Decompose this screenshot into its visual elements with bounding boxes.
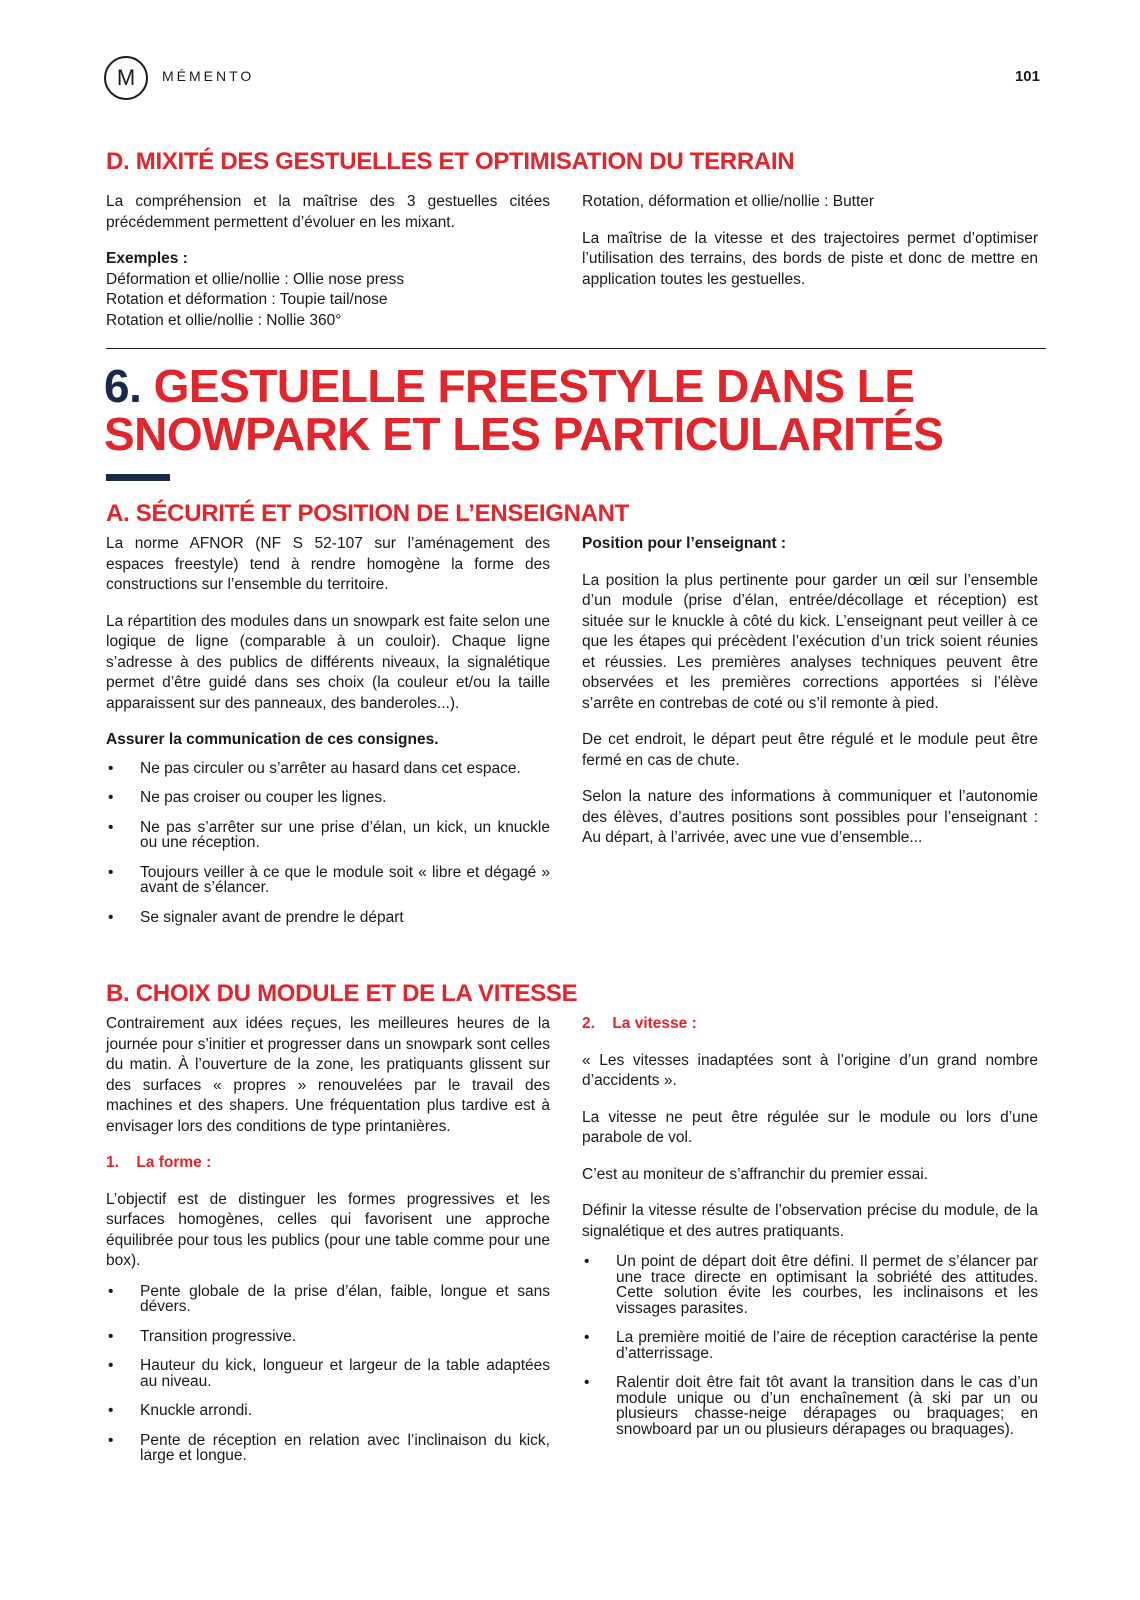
vitesse-list [582, 1254, 1038, 1437]
example-line: Déformation et ollie/nollie : Ollie nose press [106, 270, 405, 288]
regulation-paragraph: La vitesse ne peut être régulée sur le module ou lors d’une parabole de vol. [582, 1108, 1038, 1146]
section-d-intro: La compréhension et la maîtrise des 3 gestuelles citées précédemment permettent d’évoluer en les mixant. [106, 193, 550, 231]
section-d-paragraph: La maîtrise de la vitesse et des trajectoires permet d’optimiser l’utilisation des terrains, des bords de piste et donc de mettre en application toutes les gestuelles. [582, 229, 1038, 288]
list-item: • Ne pas circuler ou s’arrêter au hasard dans cet espace. [106, 761, 550, 777]
list-item: • Knuckle arrondi. [106, 1403, 550, 1419]
heures-paragraph: Contrairement aux idées reçues, les meilleures heures de la journée pour s’initier et progresser dans un snowpark sont celles du matin. À l’ouverture de la zone, les pratiquants glissent sur des surfaces « propres » renouvelées par le travail des machines et des shapers. Une fréquentation plus tardive est à envisager lors des conditions de type printanières. [106, 1015, 550, 1135]
list-item: • Pente de réception en relation avec l’inclinaison du kick, large et longue. [106, 1433, 550, 1464]
section-d-right-column [582, 192, 1038, 306]
example-line: Rotation et ollie/nollie : Nollie 360° [106, 311, 342, 329]
consignes-heading: Assurer la communication de ces consignes. [106, 731, 439, 748]
list-item: • Se signaler avant de prendre le départ [106, 910, 550, 926]
list-item: • La première moitié de l’aire de réception caractérise la pente d’atterrissage. [582, 1330, 1038, 1361]
section-b-right-column [582, 1014, 1038, 1451]
moniteur-paragraph: C’est au moniteur de s’affranchir du premier essai. [582, 1165, 929, 1183]
section-a-left-column [106, 534, 550, 939]
vitesse-number: 2. [582, 1015, 595, 1032]
logo-letter: M [116, 65, 136, 90]
chapter-number: 6. [104, 360, 142, 412]
page-number: 101 [1014, 68, 1040, 85]
vitesse-label: La vitesse : [612, 1015, 697, 1032]
chapter-title-text: GESTUELLE FREESTYLE DANS LE SNOWPARK ET LES PARTICULARITÉS [104, 360, 944, 460]
forme-heading [106, 1153, 550, 1174]
afnor-paragraph: La norme AFNOR (NF S 52-107 sur l’aménagement des espaces freestyle) tend à rendre homogène la forme des constructions sur l’ensemble du territoire. [106, 535, 550, 593]
example-line: Rotation et déformation : Toupie tail/nose [106, 291, 388, 308]
depart-paragraph: De cet endroit, le départ peut être régulé et le module peut être fermé en cas de chute. [582, 731, 1038, 769]
forme-number: 1. [106, 1154, 119, 1171]
list-item: • Transition progressive. [106, 1329, 550, 1345]
examples-label: Exemples : [106, 250, 188, 267]
position-heading: Position pour l’enseignant : [582, 535, 787, 552]
section-b-left-column [106, 1014, 550, 1478]
vitesse-heading [582, 1014, 1038, 1035]
section-a-right-column [582, 534, 1038, 865]
section-d-title: D. MIXITÉ DES GESTUELLES ET OPTIMISATION DU TERRAIN [106, 148, 795, 175]
memento-logo [104, 56, 148, 100]
chapter-title [104, 362, 1044, 458]
title-accent-bar [106, 474, 170, 481]
objectif-paragraph: L’objectif est de distinguer les formes progressives et les surfaces homogènes, celles qui favorisent une approche équilibrée pour tous les publics (pour une table comme pour une box). [106, 1190, 550, 1269]
list-item: • Toujours veiller à ce que le module soit « libre et dégagé » avant de s’élancer. [106, 865, 550, 896]
position-paragraph: La position la plus pertinente pour garder un œil sur l’ensemble d’un module (prise d’élan, entrée/décollage et réception) est située sur le knuckle à côté du kick. L’enseignant peut veiller à ce que les étapes qui précèdent l’exécution d’un trick soient réunies et réussies. Les premières analyses techniques peuvent être observées et les premières corrections apportées si l’élève s’arrête en contrebas de coté ou s’il remonte à pied. [582, 571, 1038, 712]
logo-text: MÉMENTO [162, 68, 255, 84]
section-d-butter-line: Rotation, déformation et ollie/nollie : Butter [582, 193, 875, 210]
modules-paragraph: La répartition des modules dans un snowpark est faite selon une logique de ligne (comparable à un couloir). Chaque ligne s’adresse à des publics de différents niveaux, la signalétique permet d’être guidé dans ses choix (la couleur et/ou la taille apparaissent sur des panneaux, des banderoles...). [106, 612, 550, 712]
list-item: • Un point de départ doit être défini. Il permet de s’élancer par une trace directe en optimisant la sobriété des attitudes. Cette solution évite les courbes, les inclinaisons et les vissages parasites. [582, 1254, 1038, 1316]
consignes-list [106, 761, 550, 926]
definir-paragraph: Définir la vitesse résulte de l’observation précise du module, de la signalétique et des autres pratiquants. [582, 1202, 1038, 1240]
section-d-left-column [106, 192, 550, 331]
forme-list [106, 1284, 550, 1464]
list-item: • Ralentir doit être fait tôt avant la transition dans le cas d’un module unique ou d’un enchaînement (à ski par un ou plusieurs chasse-neige dérapages ou braquages; en snowboard par un ou plusieurs dérapages ou braquages). [582, 1375, 1038, 1437]
section-b-title: B. CHOIX DU MODULE ET DE LA VITESSE [106, 980, 578, 1007]
section-divider [106, 348, 1046, 349]
list-item: • Ne pas croiser ou couper les lignes. [106, 790, 550, 806]
list-item: • Hauteur du kick, longueur et largeur de la table adaptées au niveau. [106, 1358, 550, 1389]
forme-label: La forme : [136, 1154, 212, 1171]
autres-positions-paragraph: Selon la nature des informations à communiquer et l’autonomie des élèves, d’autres positions sont possibles pour l’enseignant : Au départ, à l’arrivée, avec une vue d’ensemble... [582, 788, 1038, 846]
vitesses-quote: « Les vitesses inadaptées sont à l’origine d’un grand nombre d’accidents ». [582, 1051, 1038, 1089]
list-item: • Ne pas s’arrêter sur une prise d’élan, un kick, un knuckle ou une réception. [106, 820, 550, 851]
section-a-title: A. SÉCURITÉ ET POSITION DE L’ENSEIGNANT [106, 500, 630, 527]
list-item: • Pente globale de la prise d’élan, faible, longue et sans dévers. [106, 1284, 550, 1315]
